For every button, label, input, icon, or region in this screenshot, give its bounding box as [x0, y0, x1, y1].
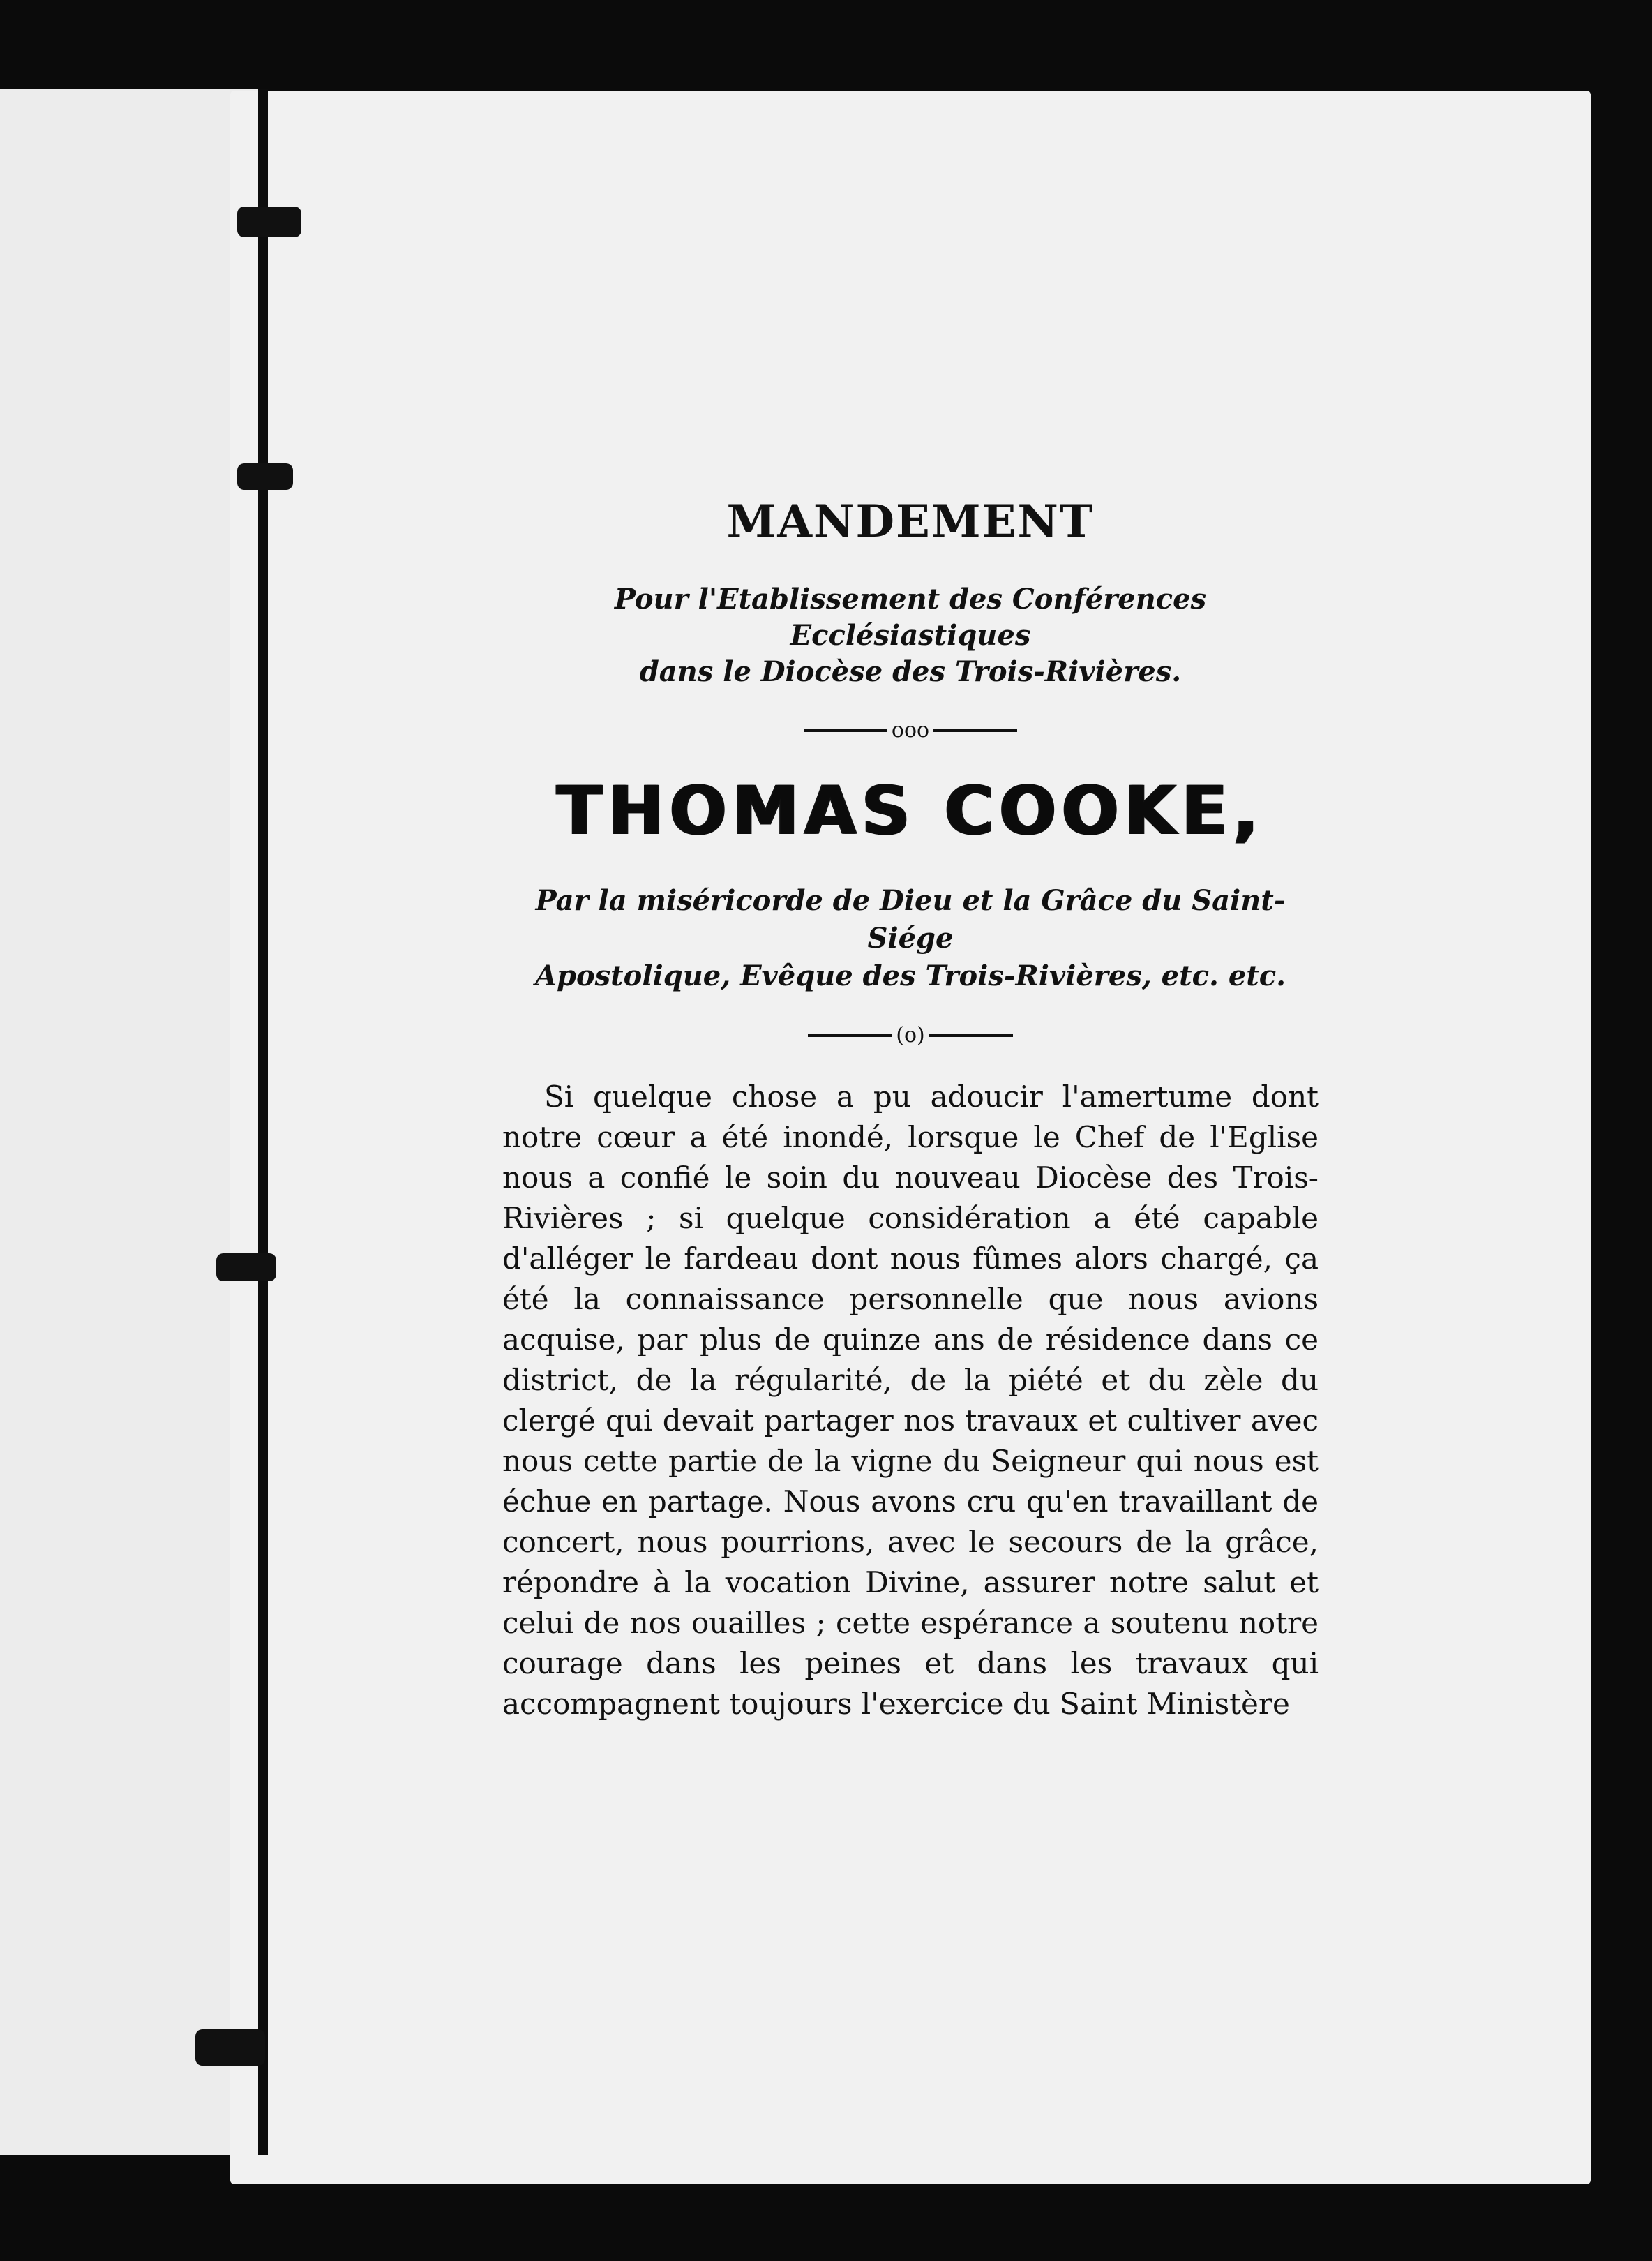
binding-stitch [216, 1253, 276, 1281]
separator-rule [804, 729, 887, 732]
separator-ornament [502, 1023, 1319, 1047]
binding-stitch [237, 207, 301, 237]
author-name: THOMAS COOKE, [557, 772, 1264, 850]
body-paragraph: Si quelque chose a pu adoucir l'amertume dont notre cœur a été inondé, lorsque le Chef de l'Eglise nous a confié le soin du nouveau Diocèse des Trois-Rivières ; si quelque considération a été capable d'alléger le fardeau dont nous fûmes alors chargé, ça été la connaissance personnelle que nous avions acquise, par plus de quinze ans de résidence dans ce district, de la régularité, de la piété et du zèle du clergé qui devait partager nos travaux et cultiver avec nous cette partie de la vigne du Seigneur qui nous est échue en partage. Nous avons cru qu'en travaillant de concert, nous pourrions, avec le secours de la grâce, répondre à la vocation Divine, assurer notre salut et celui de nos ouailles ; cette espérance a soutenu notre courage dans les peines et dans les travaux qui accompagnent toujours l'exercice du Saint Ministère [502, 1080, 1319, 1721]
separator-rule [808, 1034, 892, 1037]
subtitle-line-1: Pour l'Etablissement des Conférences Ecclésiastiques [614, 583, 1207, 652]
byline-line-1: Par la miséricorde de Dieu et la Grâce du Saint-Siége [535, 884, 1286, 955]
separator-ornament [502, 718, 1319, 743]
binding-stitch [195, 2029, 265, 2066]
separator-text: ooo [891, 718, 930, 743]
binding-spine [258, 89, 268, 2155]
byline-line-2: Apostolique, Evêque des Trois-Rivières, etc. etc. [534, 960, 1286, 992]
document-subtitle [502, 581, 1319, 690]
separator-text: (o) [896, 1023, 925, 1047]
subtitle-line-2: dans le Diocèse des Trois-Rivières. [639, 655, 1182, 688]
separator-rule [929, 1034, 1013, 1037]
author-byline [502, 882, 1319, 995]
separator-rule [933, 729, 1017, 732]
document-title: MANDEMENT [726, 495, 1095, 548]
previous-page-edge [0, 89, 265, 2155]
document-content [502, 482, 1319, 1754]
binding-stitch [237, 463, 293, 490]
